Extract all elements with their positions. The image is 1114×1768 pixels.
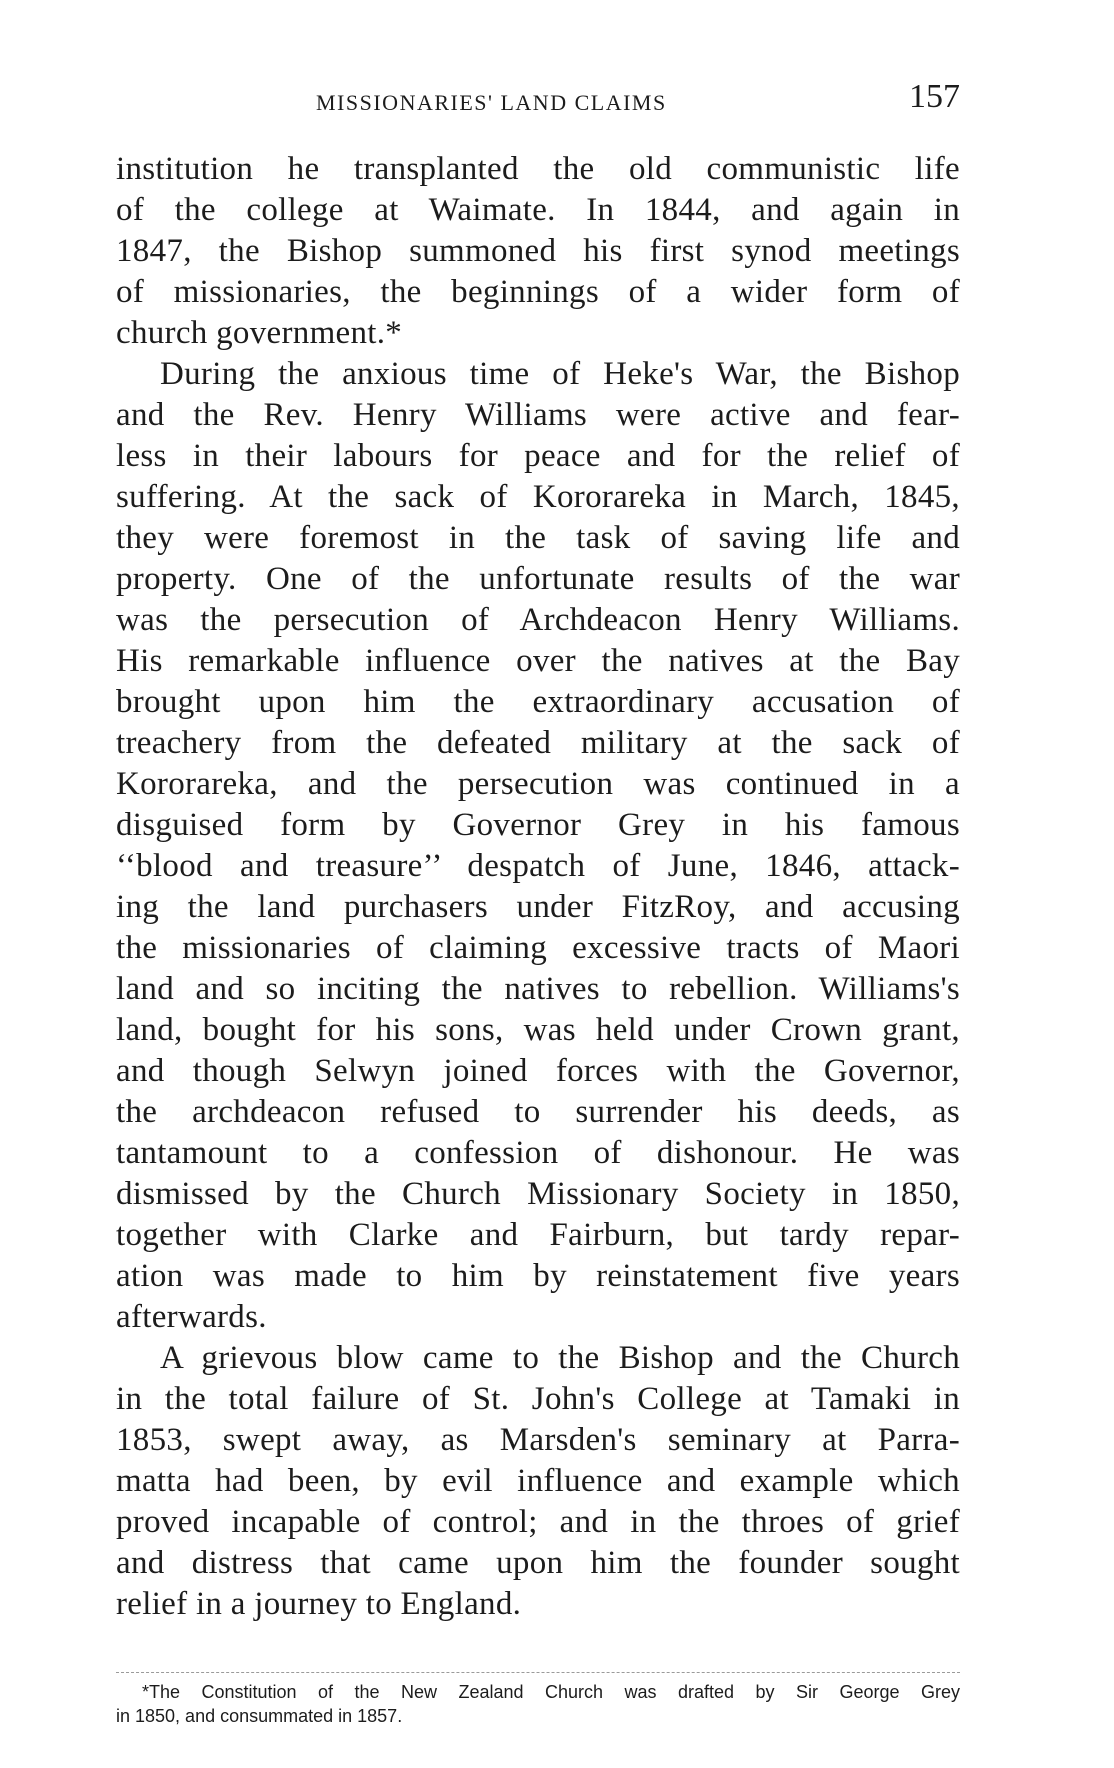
text-line: Kororareka, and the persecution was continued in a bbox=[116, 766, 960, 802]
text-line: property. One of the unfortunate results of the war bbox=[116, 561, 960, 597]
page-header bbox=[116, 76, 960, 126]
paragraph bbox=[116, 1338, 960, 1625]
text-line: 1847, the Bishop summoned his first synod meetings bbox=[116, 233, 960, 269]
text-line: dismissed by the Church Missionary Society in 1850, bbox=[116, 1176, 960, 1212]
text-line: disguised form by Governor Grey in his famous bbox=[116, 807, 960, 843]
text-line: ‘‘blood and treasure’’ despatch of June, 1846, attack- bbox=[116, 848, 960, 884]
text-line: During the anxious time of Heke's War, the Bishop bbox=[160, 356, 960, 392]
text-line: afterwards. bbox=[116, 1299, 267, 1335]
text-line: 1853, swept away, as Marsden's seminary at Parra- bbox=[116, 1422, 960, 1458]
text-line: the missionaries of claiming excessive tracts of Maori bbox=[116, 930, 960, 966]
text-line: institution he transplanted the old communistic life bbox=[116, 151, 960, 187]
text-line: of the college at Waimate. In 1844, and again in bbox=[116, 192, 960, 228]
footnote-divider bbox=[116, 1672, 960, 1673]
text-line: treachery from the defeated military at the sack of bbox=[116, 725, 960, 761]
text-line: relief in a journey to England. bbox=[116, 1586, 522, 1622]
text-line: land and so inciting the natives to rebellion. Williams's bbox=[116, 971, 960, 1007]
running-title: MISSIONARIES' LAND CLAIMS bbox=[316, 90, 667, 115]
text-line: His remarkable influence over the natives at the Bay bbox=[116, 643, 960, 679]
text-line: brought upon him the extraordinary accusation of bbox=[116, 684, 960, 720]
text-line: matta had been, by evil influence and example which bbox=[116, 1463, 960, 1499]
body-text bbox=[116, 149, 960, 1625]
paragraph bbox=[116, 149, 960, 354]
text-line: church government.* bbox=[116, 315, 403, 351]
text-line: land, bought for his sons, was held under Crown grant, bbox=[116, 1012, 960, 1048]
text-line: in the total failure of St. John's College at Tamaki in bbox=[116, 1381, 960, 1417]
text-line: they were foremost in the task of saving life and bbox=[116, 520, 960, 556]
text-line: ing the land purchasers under FitzRoy, and accusing bbox=[116, 889, 960, 925]
text-line: together with Clarke and Fairburn, but tardy repar- bbox=[116, 1217, 960, 1253]
footnote bbox=[116, 1680, 960, 1728]
text-line: of missionaries, the beginnings of a wider form of bbox=[116, 274, 960, 310]
text-line: suffering. At the sack of Kororareka in March, 1845, bbox=[116, 479, 960, 515]
text-line: tantamount to a confession of dishonour. He was bbox=[116, 1135, 960, 1171]
text-line: proved incapable of control; and in the throes of grief bbox=[116, 1504, 960, 1540]
footnote-line: *The Constitution of the New Zealand Church was drafted by Sir George Grey bbox=[142, 1682, 960, 1702]
text-line: and distress that came upon him the founder sought bbox=[116, 1545, 960, 1581]
footnote-line: in 1850, and consummated in 1857. bbox=[116, 1706, 403, 1726]
text-line: ation was made to him by reinstatement five years bbox=[116, 1258, 960, 1294]
text-line: A grievous blow came to the Bishop and the Church bbox=[160, 1340, 960, 1376]
text-line: and though Selwyn joined forces with the Governor, bbox=[116, 1053, 960, 1089]
text-line: the archdeacon refused to surrender his deeds, as bbox=[116, 1094, 960, 1130]
page-number: 157 bbox=[909, 78, 960, 115]
paragraph bbox=[116, 354, 960, 1338]
text-line: and the Rev. Henry Williams were active and fear- bbox=[116, 397, 960, 433]
text-line: less in their labours for peace and for the relief of bbox=[116, 438, 960, 474]
text-line: was the persecution of Archdeacon Henry Williams. bbox=[116, 602, 960, 638]
